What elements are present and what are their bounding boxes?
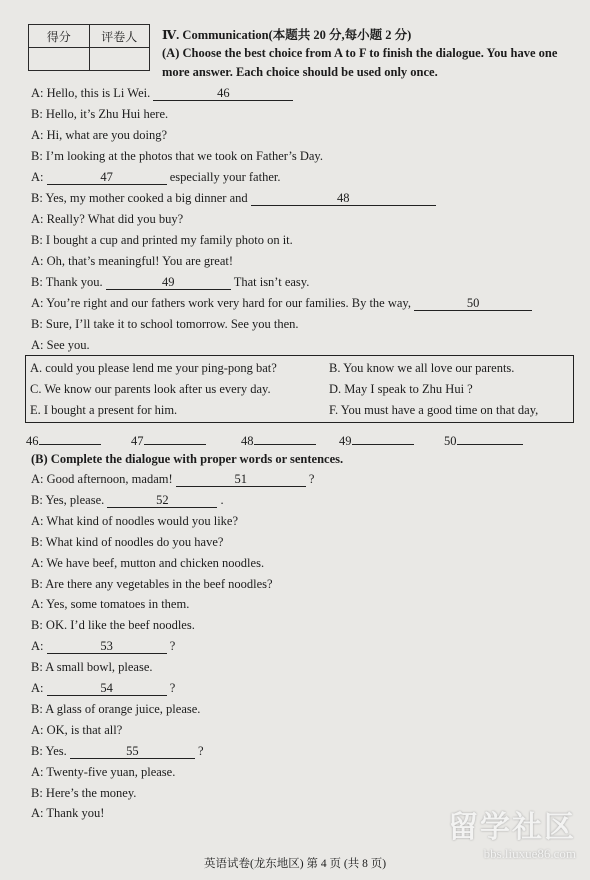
line-text: A: Good afternoon, madam! (31, 472, 173, 486)
dialogue-line (31, 618, 195, 633)
dialogue-line (31, 275, 309, 290)
line-text: A: Really? What did you buy? (31, 212, 184, 226)
line-text: A: (31, 170, 44, 184)
line-text: A: You’re right and our fathers work very hard for our families. By the way, (31, 296, 411, 310)
answer-number: 49 (339, 434, 352, 448)
dialogue-line (31, 765, 175, 780)
section-title: Ⅳ. Communication(本题共 20 分,每小题 2 分) (162, 28, 412, 42)
line-text: B: Yes, please. (31, 492, 105, 507)
line-text: B: Sure, I’ll take it to school tomorrow. See you then. (31, 317, 299, 331)
part-b-title: (B) Complete the dialogue with proper words or sentences. (31, 452, 344, 466)
answer-blank[interactable]: 54 (47, 681, 167, 696)
dialogue-line (31, 128, 167, 143)
line-text-after: ? (169, 681, 176, 695)
dialogue-line (31, 317, 299, 332)
grader-header: 评卷人 (89, 25, 150, 48)
watermark-url: bbs.liuxue86.com (483, 846, 576, 861)
line-text: B: Thank you. (31, 275, 103, 289)
answer-blank[interactable]: 47 (47, 170, 167, 185)
answer-blank[interactable] (144, 430, 206, 445)
answer-blank[interactable] (254, 430, 316, 445)
line-text: A: (31, 639, 44, 654)
dialogue-line (31, 681, 175, 696)
line-text-after: That isn’t easy. (233, 275, 310, 289)
line-text-after: ? (169, 639, 176, 654)
answer-slot (339, 430, 414, 449)
line-text-after: ? (198, 743, 204, 758)
choice-c: C. We know our parents look after us every day. (30, 382, 271, 396)
choice-a: A. could you please lend me your ping-pong bat? (30, 361, 277, 375)
line-text: A: What kind of noodles would you like? (31, 513, 239, 528)
answer-blank[interactable]: 55 (70, 744, 195, 759)
dialogue-line (31, 233, 293, 248)
answer-slot (241, 430, 316, 449)
dialogue-line (31, 254, 233, 269)
dialogue-line (31, 577, 273, 592)
line-text: B: A small bowl, please. (31, 660, 153, 675)
section-instruction: (A) Choose the best choice from A to F to finish the dialogue. You have one more answer. Each choice should be used only once. (162, 46, 558, 79)
line-text: A: Hello, this is Li Wei. (31, 86, 151, 100)
line-text: B: Here’s the money. (31, 785, 137, 800)
dialogue-line (31, 786, 136, 801)
line-text: A: Hi, what are you doing? (31, 128, 168, 142)
dialogue-line (31, 212, 183, 227)
line-text: B: Hello, it’s Zhu Hui here. (31, 107, 169, 121)
answer-blank[interactable]: 52 (107, 493, 217, 508)
answer-number: 47 (131, 434, 144, 448)
line-text: A: Thank you! (31, 806, 105, 821)
dialogue-line (31, 296, 532, 311)
answer-slot (444, 430, 523, 449)
watermark (448, 802, 576, 862)
dialogue-line (31, 472, 314, 487)
dialogue-line (31, 556, 264, 571)
dialogue-line (31, 191, 436, 206)
dialogue-line (31, 806, 104, 821)
line-text: B: I’m looking at the photos that we took on Father’s Day. (31, 149, 323, 163)
line-text: A: Oh, that’s meaningful! You are great! (31, 254, 234, 268)
answer-blank[interactable] (39, 430, 101, 445)
score-header: 得分 (29, 25, 90, 48)
line-text: A: Twenty-five yuan, please. (31, 764, 176, 779)
dialogue-line (31, 107, 168, 122)
dialogue-line (31, 597, 189, 612)
line-text-after: . (220, 492, 224, 507)
grader-cell (89, 48, 150, 71)
answer-number: 50 (444, 434, 457, 448)
dialogue-line (31, 514, 238, 529)
answer-blank[interactable]: 46 (153, 86, 293, 101)
page-footer: 英语试卷(龙东地区) 第 4 页 (共 8 页) (203, 858, 387, 870)
line-text: A: OK, is that all? (31, 722, 123, 737)
answer-slot (26, 430, 101, 449)
answer-blank[interactable] (352, 430, 414, 445)
answer-number: 48 (241, 434, 254, 448)
answer-blank[interactable]: 49 (106, 275, 231, 290)
dialogue-line (31, 170, 280, 185)
line-text-after: ? (308, 472, 315, 486)
line-text: B: I bought a cup and printed my family photo on it. (31, 233, 293, 247)
dialogue-line (31, 535, 223, 550)
line-text: B: Are there any vegetables in the beef noodles? (31, 576, 273, 591)
answer-blank[interactable]: 50 (414, 296, 532, 311)
dialogue-line (31, 723, 122, 738)
line-text: A: We have beef, mutton and chicken noodles. (31, 555, 265, 570)
choice-box (25, 355, 574, 423)
line-text: B: OK. I’d like the beef noodles. (31, 618, 195, 633)
line-text: A: See you. (31, 338, 90, 352)
line-text: B: A glass of orange juice, please. (31, 701, 201, 716)
line-text: B: Yes. (31, 743, 67, 758)
answer-number: 46 (26, 434, 39, 448)
dialogue-line (31, 493, 224, 508)
line-text: A: (31, 681, 44, 695)
dialogue-line (31, 702, 200, 717)
choice-b: B. You know we all love our parents. (329, 361, 515, 375)
dialogue-line (31, 149, 323, 164)
line-text: B: Yes, my mother cooked a big dinner and (31, 191, 248, 205)
choice-d: D. May I speak to Zhu Hui ? (329, 382, 473, 396)
answer-blank[interactable]: 48 (251, 191, 436, 206)
choice-e: E. I bought a present for him. (30, 403, 178, 417)
answer-slot (131, 430, 206, 449)
answer-blank[interactable]: 53 (47, 639, 167, 654)
score-table (28, 24, 150, 71)
answer-blank[interactable]: 51 (176, 472, 306, 487)
dialogue-line (31, 660, 153, 675)
dialogue-line (31, 86, 293, 101)
score-cell (29, 48, 90, 71)
answer-blank[interactable] (457, 430, 523, 445)
dialogue-line (31, 338, 90, 353)
dialogue-line (31, 639, 175, 654)
line-text-after: especially your father. (169, 170, 281, 184)
dialogue-line (31, 744, 204, 759)
watermark-logo: 留学社区 (448, 811, 576, 844)
line-text: A: Yes, some tomatoes in them. (31, 597, 190, 612)
choice-f: F. You must have a good time on that day, (329, 403, 539, 417)
line-text: B: What kind of noodles do you have? (31, 534, 224, 549)
